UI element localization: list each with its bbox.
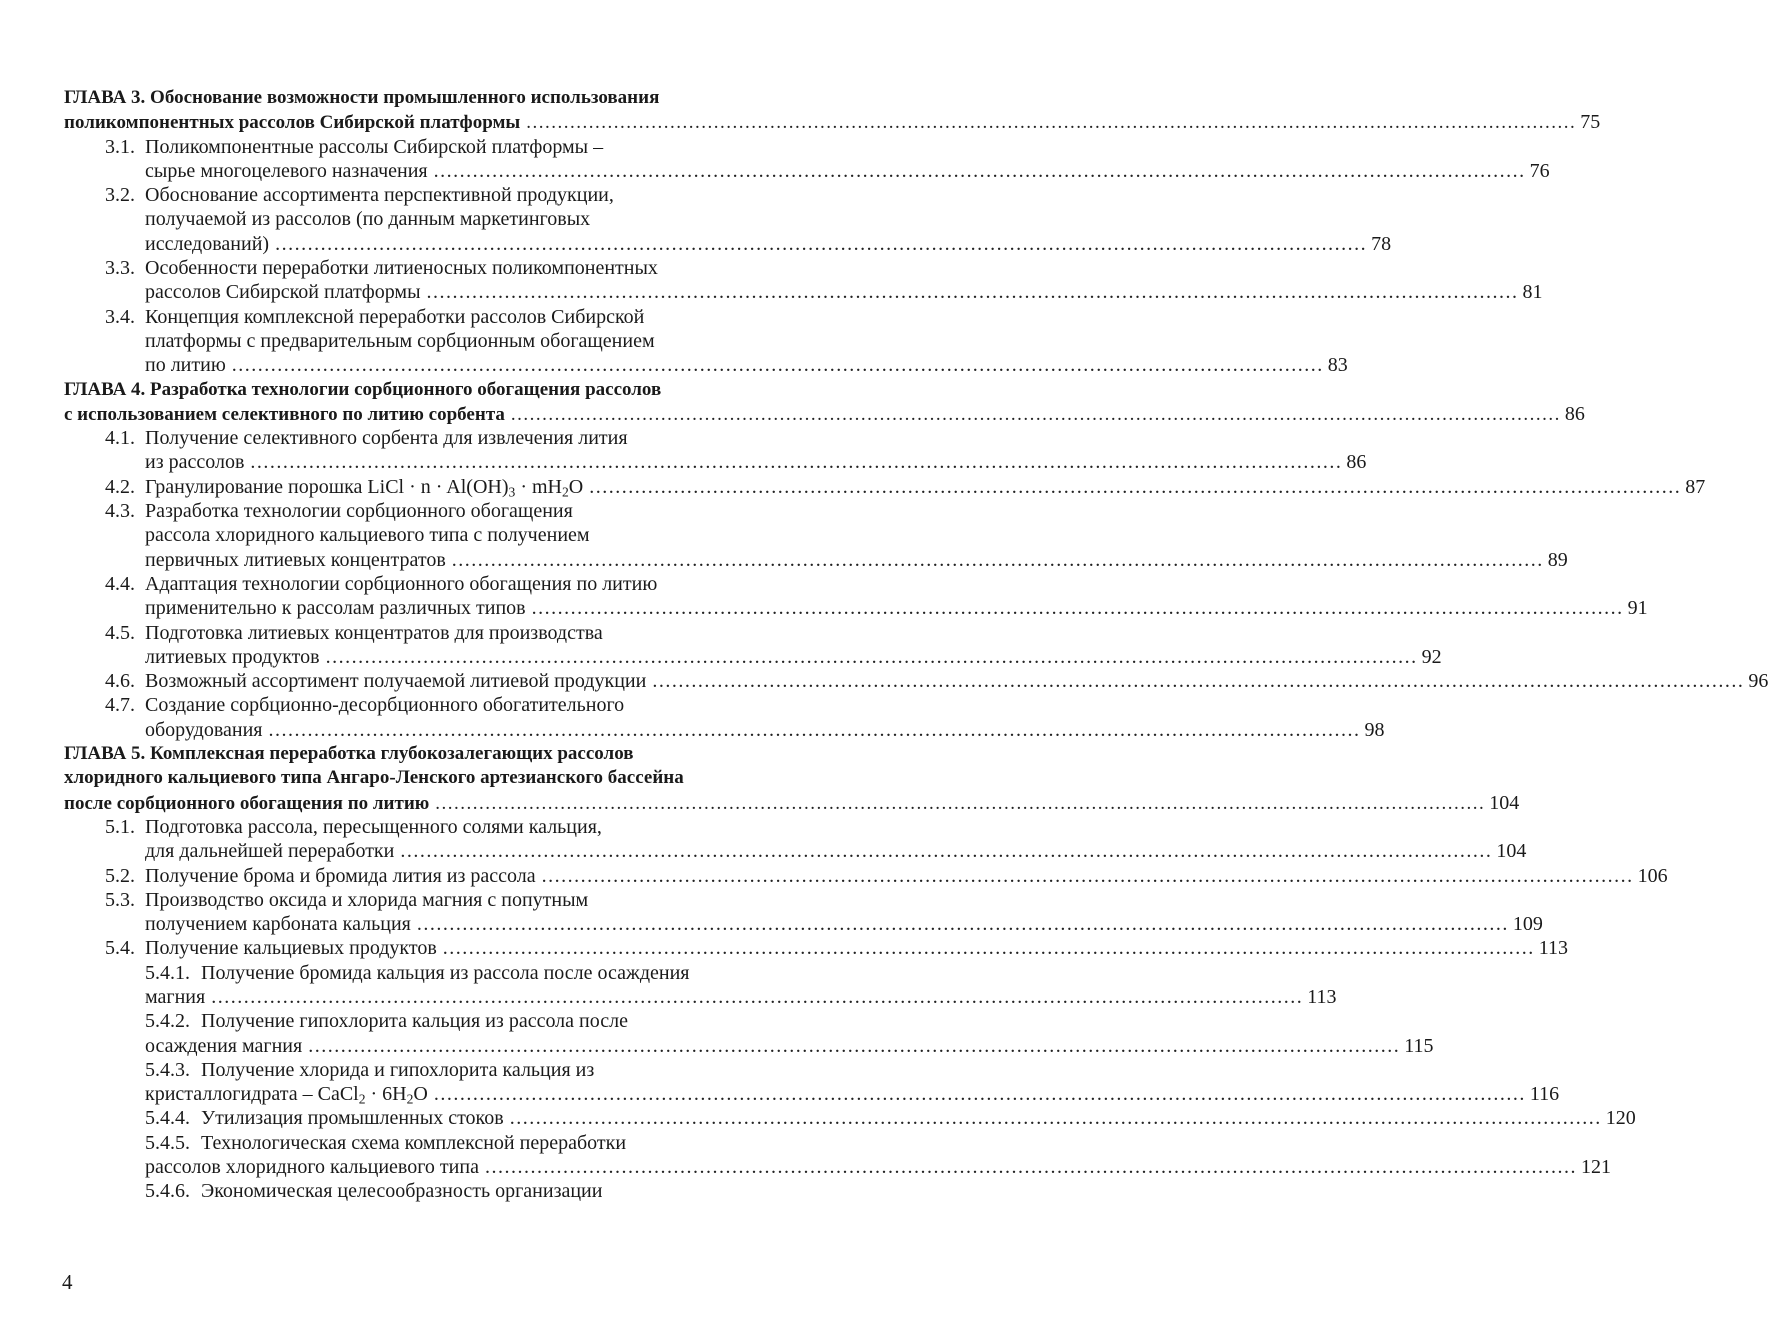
toc-entry-5-1 — [64, 815, 794, 839]
toc-entry-5-3 — [64, 888, 794, 912]
dot-leader: ........................................................................................................................................................................ — [308, 1034, 1401, 1057]
section-number: 5.4.3. — [145, 1058, 190, 1081]
dot-leader: ........................................................................................................................................................................ — [416, 913, 1509, 936]
section-title: Поликомпонентные рассолы Сибирской платформы – — [145, 135, 604, 158]
toc-entry-5-4-5 — [64, 1131, 794, 1155]
toc-line — [64, 596, 1648, 620]
chapter-3-heading — [64, 86, 1601, 135]
toc-entry-5-4-6 — [64, 1179, 794, 1203]
section-number: 3.4. — [105, 305, 135, 328]
toc-line — [64, 159, 1550, 183]
section-title: получением карбоната кальция — [145, 913, 411, 936]
dot-leader: ........................................................................................................................................................................ — [211, 985, 1304, 1008]
toc-entry-5-4-2 — [64, 1009, 794, 1033]
section-title: Создание сорбционно-десорбционного обогатительного — [145, 694, 625, 717]
section-title: рассолов Сибирской платформы — [145, 281, 421, 304]
page-ref: 89 — [1547, 548, 1568, 571]
chapter-title: после сорбционного обогащения по литию — [64, 792, 430, 814]
toc-line — [64, 1082, 1560, 1107]
formula-text: · mH — [515, 475, 562, 498]
section-title: литиевых продуктов — [145, 645, 320, 668]
dot-leader: ........................................................................................................................................................................ — [231, 354, 1324, 377]
page-ref: 96 — [1748, 670, 1768, 693]
page-ref: 109 — [1512, 913, 1543, 936]
dot-leader: ........................................................................................................................................................................ — [400, 840, 1493, 863]
dot-leader: ........................................................................................................................................................................ — [325, 645, 1418, 668]
chapter-title: с использованием селективного по литию сорбента — [64, 403, 505, 425]
dot-leader: ........................................................................................................................................................................ — [275, 232, 1368, 255]
dot-leader: ........................................................................................................................................................................ — [531, 597, 1624, 620]
toc-entry-3-2 — [64, 183, 794, 207]
section-title: Получение хлорида и гипохлорита кальция из — [201, 1058, 595, 1081]
section-title: Подготовка литиевых концентратов для производства — [145, 621, 603, 644]
page-ref: 116 — [1529, 1083, 1560, 1106]
section-number: 3.1. — [105, 135, 135, 158]
toc-entry-5-4-3 — [64, 1058, 794, 1082]
page-ref: 92 — [1421, 645, 1442, 668]
page-ref: 76 — [1529, 159, 1550, 182]
toc-entry-4-3 — [64, 499, 794, 523]
section-title: Получение гипохлорита кальция из рассола после — [201, 1010, 628, 1033]
chapter-title: ГЛАВА 5. Комплексная переработка глубокозалегающих рассолов — [64, 743, 634, 765]
toc-line — [64, 912, 1543, 936]
section-title: Получение брома и бромида лития из рассола — [145, 864, 536, 887]
formula-text: Гранулирование порошка LiCl · n · Al(OH) — [145, 475, 509, 498]
section-number: 4.6. — [105, 670, 135, 693]
page-ref: 86 — [1564, 402, 1585, 425]
chapter-title: хлоридного кальциевого типа Ангаро-Ленского артезианского бассейна — [64, 767, 684, 789]
section-title — [145, 475, 583, 499]
toc-entry-5-4 — [64, 936, 1569, 960]
section-title: Разработка технологии сорбционного обогащения — [145, 500, 573, 523]
toc-line — [64, 718, 1385, 742]
section-title: Утилизация промышленных стоков — [201, 1107, 504, 1130]
toc-entry-4-4 — [64, 572, 794, 596]
section-title: платформы с предварительным сорбционным обогащением — [145, 329, 655, 352]
toc-line — [64, 1034, 1434, 1058]
section-title: Подготовка рассола, пересыщенного солями кальция, — [145, 815, 602, 838]
section-title: Технологическая схема комплексной переработки — [201, 1131, 627, 1154]
section-number: 4.7. — [105, 694, 135, 717]
page-ref: 91 — [1627, 597, 1648, 620]
section-number: 5.4.5. — [145, 1131, 190, 1154]
section-number: 4.2. — [105, 475, 135, 498]
section-number: 5.3. — [105, 888, 135, 911]
dot-leader: ........................................................................................................................................................................ — [589, 475, 1682, 498]
dot-leader: ........................................................................................................................................................................ — [510, 403, 1561, 425]
page-ref: 121 — [1580, 1156, 1611, 1179]
toc-line — [64, 985, 1337, 1009]
section-title: Производство оксида и хлорида магния с попутным — [145, 888, 589, 911]
dot-leader: ........................................................................................................................................................................ — [509, 1107, 1602, 1130]
dot-leader: ........................................................................................................................................................................ — [526, 112, 1577, 134]
toc-line — [64, 86, 794, 110]
toc-line — [64, 742, 794, 766]
section-title: по литию — [145, 354, 226, 377]
section-title: первичных литиевых концентратов — [145, 548, 446, 571]
section-number: 5.4. — [105, 937, 135, 960]
toc-line — [64, 207, 794, 231]
dot-leader: ........................................................................................................................................................................ — [433, 159, 1526, 182]
section-title: сырье многоцелевого назначения — [145, 159, 428, 182]
page-ref: 104 — [1489, 791, 1520, 814]
section-title: применительно к рассолам различных типов — [145, 597, 526, 620]
section-title: Экономическая целесообразность организации — [201, 1180, 603, 1203]
toc-line — [64, 353, 1348, 377]
toc-entry-5-4-4 — [64, 1106, 1636, 1130]
section-title: получаемой из рассолов (по данным маркетинговых — [145, 208, 591, 231]
section-title: магния — [145, 985, 206, 1008]
page-ref: 75 — [1580, 111, 1601, 134]
toc-line — [64, 1155, 1611, 1179]
section-number: 4.5. — [105, 621, 135, 644]
toc-entry-4-5 — [64, 621, 794, 645]
dot-leader: ........................................................................................................................................................................ — [451, 548, 1544, 571]
page-ref: 81 — [1522, 281, 1543, 304]
page-ref: 120 — [1605, 1107, 1636, 1130]
dot-leader: ........................................................................................................................................................................ — [484, 1156, 1577, 1179]
section-number: 5.2. — [105, 864, 135, 887]
section-title: Возможный ассортимент получаемой литиевой продукции — [145, 670, 647, 693]
section-title: из рассолов — [145, 451, 245, 474]
section-title: рассолов хлоридного кальциевого типа — [145, 1156, 479, 1179]
formula-text: · 6H — [365, 1083, 407, 1106]
section-number: 5.4.2. — [145, 1010, 190, 1033]
section-title — [145, 1082, 428, 1106]
page-ref: 87 — [1685, 475, 1706, 498]
toc-line — [64, 378, 794, 402]
subscript: 3 — [508, 484, 516, 500]
subscript: 2 — [358, 1091, 366, 1107]
toc-entry-3-1 — [64, 135, 794, 159]
section-number: 5.4.1. — [145, 961, 190, 984]
chapter-title: поликомпонентных рассолов Сибирской платформы — [64, 112, 521, 134]
page-ref: 86 — [1346, 451, 1367, 474]
section-title: для дальнейшей переработки — [145, 840, 395, 863]
section-number: 5.4.6. — [145, 1180, 190, 1203]
toc-line — [64, 548, 1568, 572]
section-number: 5.4.4. — [145, 1107, 190, 1130]
page-ref: 106 — [1637, 864, 1668, 887]
toc-entry-4-1 — [64, 426, 794, 450]
toc-entry-5-2 — [64, 864, 1668, 888]
dot-leader: ........................................................................................................................................................................ — [652, 670, 1745, 693]
toc-line — [64, 450, 1367, 474]
page-ref: 113 — [1307, 985, 1337, 1008]
page-ref: 115 — [1404, 1034, 1434, 1057]
toc-line — [64, 645, 1442, 669]
formula-text: кристаллогидрата – CaCl — [145, 1083, 359, 1106]
section-title: рассола хлоридного кальциевого типа с получением — [145, 524, 590, 547]
toc-line — [64, 766, 794, 790]
section-title: Концепция комплексной переработки рассолов Сибирской — [145, 305, 645, 328]
section-number: 4.1. — [105, 427, 135, 450]
page-number: 4 — [62, 1270, 73, 1294]
table-of-contents — [64, 86, 1768, 1204]
page-ref: 113 — [1538, 937, 1569, 960]
toc-line — [64, 839, 1527, 863]
dot-leader: ........................................................................................................................................................................ — [426, 281, 1519, 304]
section-title: Получение селективного сорбента для извлечения лития — [145, 427, 628, 450]
toc-entry-5-4-1 — [64, 961, 794, 985]
dot-leader: ........................................................................................................................................................................ — [268, 718, 1361, 741]
subscript: 2 — [406, 1091, 414, 1107]
toc-line — [64, 402, 1585, 426]
dot-leader: ........................................................................................................................................................................ — [442, 937, 1535, 960]
toc-line — [64, 791, 1520, 815]
page-ref: 78 — [1371, 232, 1392, 255]
toc-entry-3-4 — [64, 305, 794, 329]
section-number: 3.3. — [105, 257, 135, 280]
toc-line — [64, 329, 794, 353]
section-number: 4.4. — [105, 572, 135, 595]
section-number: 3.2. — [105, 184, 135, 207]
section-title: Получение бромида кальция из рассола после осаждения — [201, 961, 690, 984]
toc-entry-3-3 — [64, 256, 794, 280]
dot-leader: ........................................................................................................................................................................ — [541, 864, 1634, 887]
section-title: осаждения магния — [145, 1034, 303, 1057]
page-ref: 104 — [1496, 840, 1527, 863]
chapter-5-heading — [64, 742, 1520, 815]
toc-line — [64, 232, 1392, 256]
chapter-4-heading — [64, 378, 1585, 427]
page-ref: 83 — [1327, 354, 1348, 377]
dot-leader: ........................................................................................................................................................................ — [433, 1083, 1526, 1106]
toc-entry-4-2 — [64, 475, 1706, 500]
toc-line — [64, 110, 1601, 134]
subscript: 2 — [561, 484, 569, 500]
chapter-title: ГЛАВА 3. Обоснование возможности промышленного использования — [64, 87, 660, 108]
section-title: Особенности переработки литиеносных поликомпонентных — [145, 257, 658, 280]
toc-entry-4-7 — [64, 693, 794, 717]
toc-line — [64, 280, 1543, 304]
toc-entry-4-6 — [64, 669, 1768, 693]
section-title: оборудования — [145, 718, 263, 741]
formula-text: O — [568, 475, 584, 498]
section-title: Получение кальциевых продуктов — [145, 937, 437, 960]
chapter-title: ГЛАВА 4. Разработка технологии сорбционного обогащения рассолов — [64, 378, 662, 400]
section-number: 5.1. — [105, 815, 135, 838]
section-number: 4.3. — [105, 500, 135, 523]
section-title: Адаптация технологии сорбционного обогащения по литию — [145, 572, 658, 595]
toc-line — [64, 523, 794, 547]
dot-leader: ........................................................................................................................................................................ — [250, 451, 1343, 474]
page-ref: 98 — [1364, 718, 1385, 741]
formula-text: O — [413, 1083, 428, 1106]
section-title: исследований) — [145, 232, 270, 255]
section-title: Обоснование ассортимента перспективной продукции, — [145, 184, 614, 207]
dot-leader: ........................................................................................................................................................................ — [435, 792, 1486, 814]
